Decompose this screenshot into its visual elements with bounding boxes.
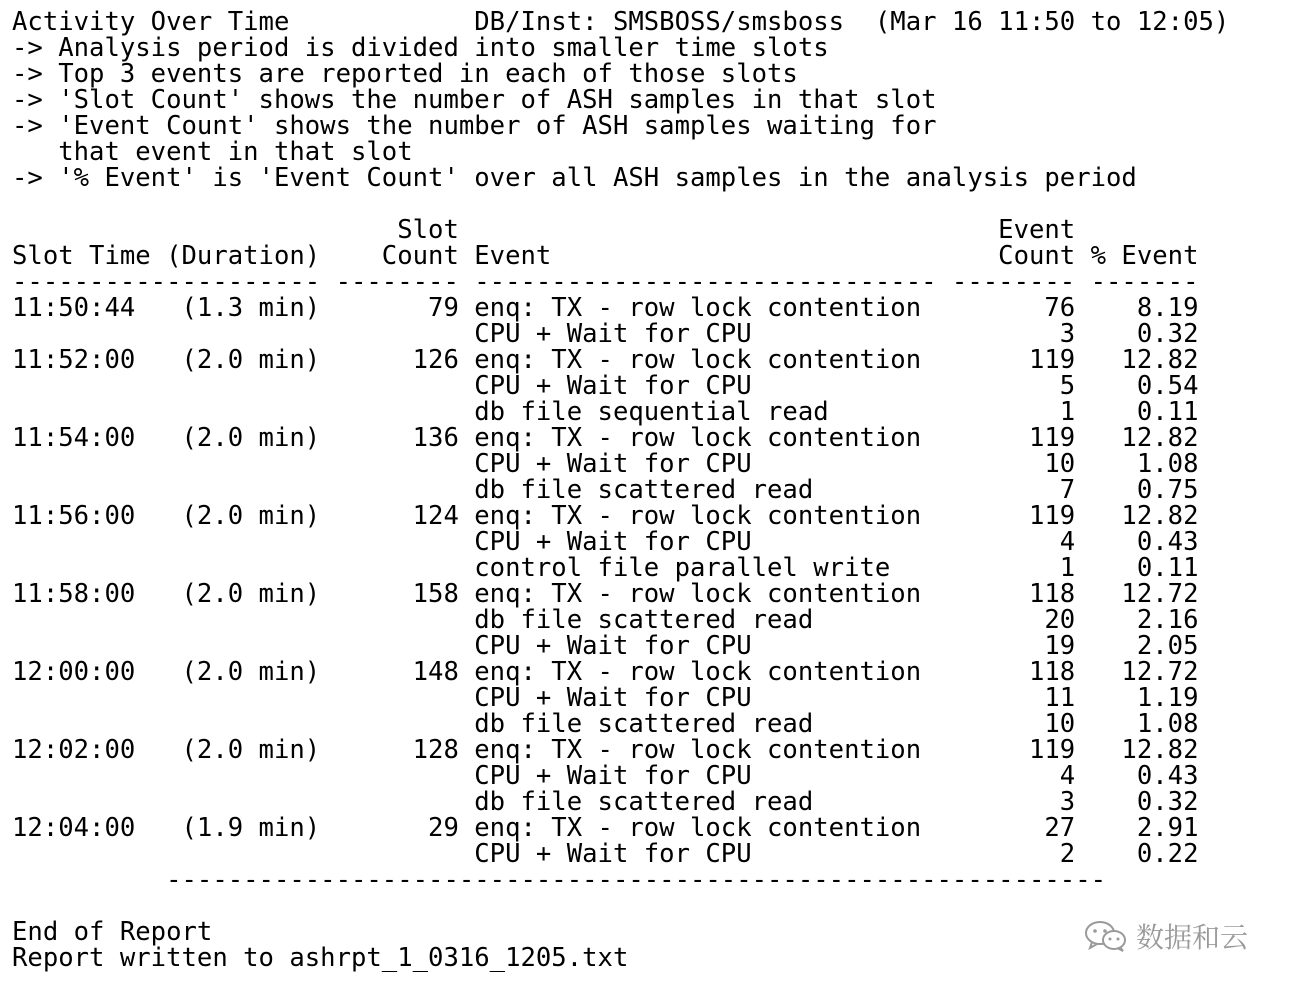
end-of-report-line: End of Report	[12, 917, 213, 947]
table-row: db file scattered read 10 1.08	[12, 709, 1199, 739]
table-row: 11:54:00 (2.0 min) 136 enq: TX - row lock contention 119 12.82	[12, 423, 1199, 453]
table-row: 12:00:00 (2.0 min) 148 enq: TX - row lock contention 118 12.72	[12, 657, 1199, 687]
report-note-line: -> '% Event' is 'Event Count' over all ASH samples in the analysis period	[12, 163, 1137, 193]
report-note-line: that event in that slot	[12, 137, 413, 167]
watermark-text: 数据和云	[1136, 921, 1249, 954]
report-note-line: -> Analysis period is divided into smaller time slots	[12, 33, 829, 63]
column-header-line: Slot Event	[12, 215, 1076, 245]
ash-report-text	[12, 9, 1229, 971]
table-row: CPU + Wait for CPU 4 0.43	[12, 761, 1199, 791]
table-row: CPU + Wait for CPU 2 0.22	[12, 839, 1199, 869]
report-note-line: -> 'Event Count' shows the number of ASH samples waiting for	[12, 111, 937, 141]
watermark	[1084, 916, 1248, 956]
table-row: db file sequential read 1 0.11	[12, 397, 1199, 427]
wechat-icon	[1084, 919, 1128, 953]
table-row: CPU + Wait for CPU 11 1.19	[12, 683, 1199, 713]
table-row: db file scattered read 7 0.75	[12, 475, 1199, 505]
table-row: CPU + Wait for CPU 3 0.32	[12, 319, 1199, 349]
blank-line	[12, 893, 1229, 919]
report-title-line: Activity Over Time DB/Inst: SMSBOSS/smsboss (Mar 16 11:50 to 12:05)	[12, 7, 1230, 37]
table-row: CPU + Wait for CPU 19 2.05	[12, 631, 1199, 661]
table-row: CPU + Wait for CPU 5 0.54	[12, 371, 1199, 401]
table-row: db file scattered read 20 2.16	[12, 605, 1199, 635]
table-row: control file parallel write 1 0.11	[12, 553, 1199, 583]
report-note-line: -> Top 3 events are reported in each of those slots	[12, 59, 798, 89]
table-row: 11:50:44 (1.3 min) 79 enq: TX - row lock contention 76 8.19	[12, 293, 1199, 323]
report-filename-line: Report written to ashrpt_1_0316_1205.txt	[12, 943, 629, 973]
report-note-line: -> 'Slot Count' shows the number of ASH samples in that slot	[12, 85, 937, 115]
table-row: 11:56:00 (2.0 min) 124 enq: TX - row lock contention 119 12.82	[12, 501, 1199, 531]
table-row: 11:58:00 (2.0 min) 158 enq: TX - row lock contention 118 12.72	[12, 579, 1199, 609]
table-row: 12:04:00 (1.9 min) 29 enq: TX - row lock contention 27 2.91	[12, 813, 1199, 843]
blank-line	[12, 191, 1229, 217]
table-row: 11:52:00 (2.0 min) 126 enq: TX - row lock contention 119 12.82	[12, 345, 1199, 375]
table-row: 12:02:00 (2.0 min) 128 enq: TX - row lock contention 119 12.82	[12, 735, 1199, 765]
table-row: db file scattered read 3 0.32	[12, 787, 1199, 817]
column-header-line: Slot Time (Duration) Count Event Count % Event	[12, 241, 1199, 271]
header-separator-line: -------------------- -------- ------------------------------ -------- -------	[12, 267, 1199, 297]
table-row: CPU + Wait for CPU 10 1.08	[12, 449, 1199, 479]
footer-separator-line: -------------------------------------------------------------	[12, 865, 1107, 895]
table-row: CPU + Wait for CPU 4 0.43	[12, 527, 1199, 557]
